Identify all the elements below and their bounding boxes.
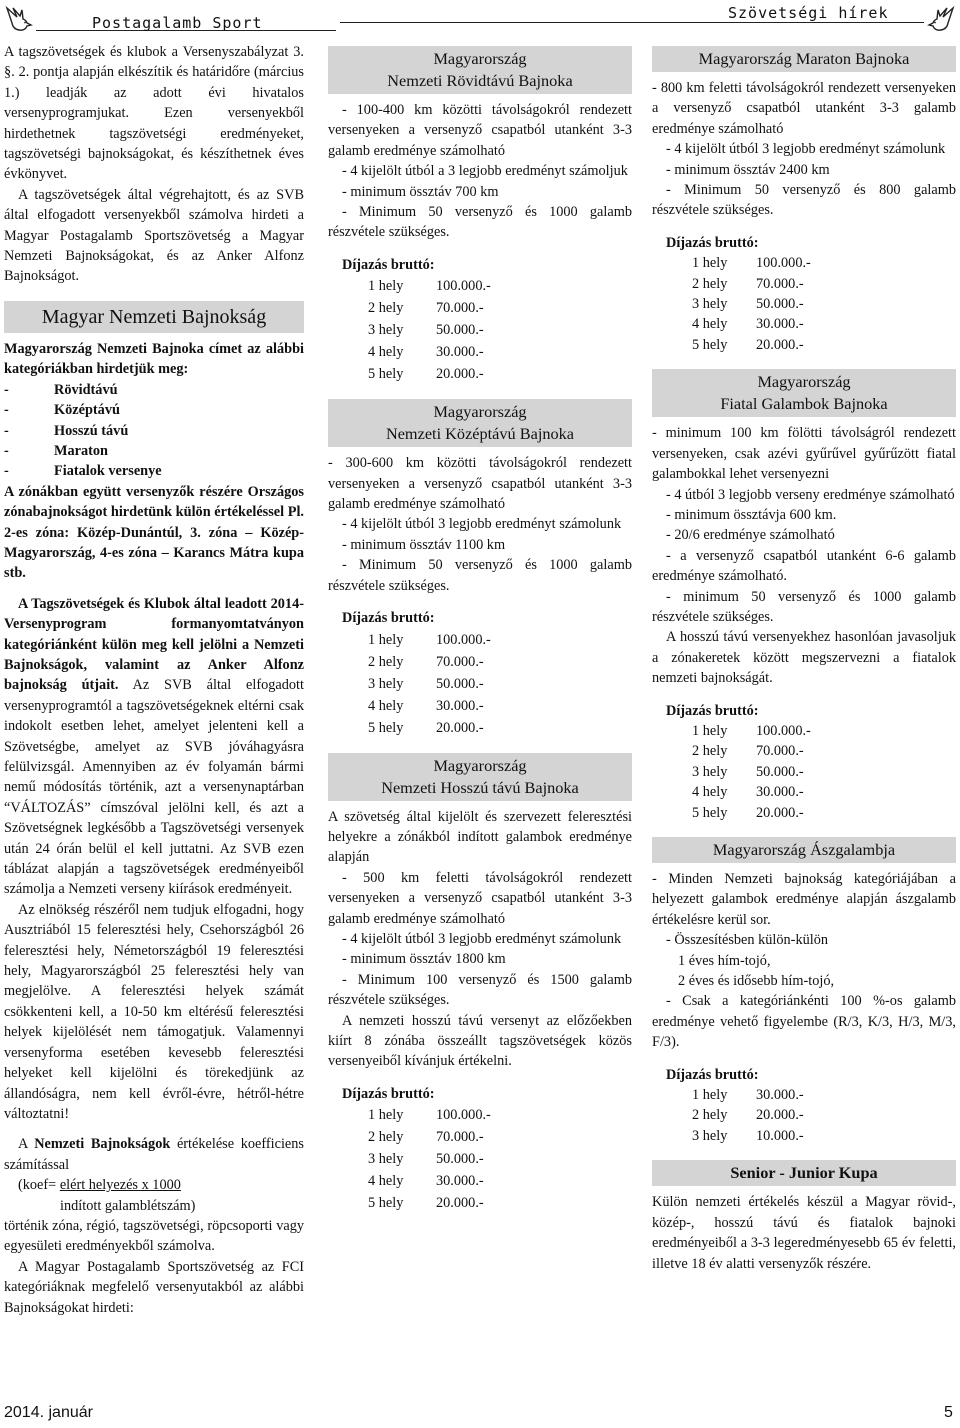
paragraph: - minimum össztáv 700 km (342, 183, 499, 200)
prize-row: 1 hely 30.000.- (692, 1087, 804, 1104)
paragraph: A nemzeti hosszú távú versenyt az előzőekben kiírt 8 zónába összeállt tagszövetségek közös versenyeiből kívánjuk értékelni. (328, 1012, 632, 1070)
prize-row: 4 hely 30.000.- (692, 316, 804, 333)
prize-list (328, 629, 632, 739)
paragraph: - minimum össztáv 1800 km (342, 951, 506, 968)
prize-row: 5 hely 20.000.- (692, 804, 804, 821)
formula: (koef= elért helyezés x 1000 (18, 1177, 181, 1194)
prize-row: 1 hely 100.000.- (368, 278, 491, 295)
header-left-title: Postagalamb Sport (92, 14, 263, 32)
paragraph: - 4 útból 3 legjobb verseny eredménye számolható (666, 486, 955, 503)
prize-label: Díjazás bruttó: (342, 610, 435, 627)
paragraph: Külön nemzeti értékelés készül a Magyar rövid-, közép-, hosszú távú és fiatalok bajnoki eredményeiből a 3-3 legeredményesebb 65 év feletti, illetve 18 év alatti versenyzők részére. (652, 1194, 956, 1272)
column-1 (4, 42, 304, 1318)
paragraph: - 4 kijelölt útból 3 legjobb eredményt számolunk (342, 930, 622, 947)
prize-label: Díjazás bruttó: (342, 1085, 435, 1102)
prize-label: Díjazás bruttó: (666, 234, 759, 251)
page-number: 5 (944, 1404, 953, 1421)
prize-row: 4 hely 30.000.- (368, 697, 484, 714)
prize-label: Díjazás bruttó: (342, 256, 435, 273)
paragraph: - minimum 100 km fölötti távolságról rendezett versenyeken, csak azévi gyűrűvel gyűrűzött fiatal galambokkal lehet versenyezni (652, 425, 956, 483)
paragraph: - 800 km feletti távolságokról rendezett versenyeken a versenyző csapatból utanként 3-3 galamb eredménye számolható (652, 80, 956, 137)
paragraph: A hosszú távú versenyekhez hasonlóan javasoljuk a zónakeretek között megszervezni a fiatalok nemzeti bajnokságát. (652, 629, 956, 687)
prize-row: 4 hely 30.000.- (692, 784, 804, 801)
list-item: - Fiatalok versenye (4, 463, 162, 480)
prize-row: 5 hely 20.000.- (368, 719, 484, 736)
page-header (0, 0, 960, 40)
prize-label: Díjazás bruttó: (666, 1066, 759, 1083)
prize-row: 2 hely 70.000.- (368, 653, 484, 670)
pigeon-logo-icon (4, 4, 34, 34)
paragraph: - minimum össztávja 600 km. (666, 506, 837, 523)
prize-row: 1 hely 100.000.- (692, 255, 811, 272)
prize-row: 2 hely 70.000.- (368, 1129, 484, 1146)
prize-row: 2 hely 20.000.- (692, 1107, 804, 1124)
zone-text: A zónákban együtt versenyzők részére Országos zónabajnokságot hirdetünk külön értékeléssel Pl. 2-es zóna: Közép-Dunántúl, 3. zóna – Közép-Magyarország, 4-es zóna – Karancs Mátra kupa stb. (4, 483, 304, 582)
prize-list (652, 253, 956, 355)
paragraph: - Minimum 50 versenyző és 1000 galamb részvétele szükséges. (328, 557, 632, 594)
paragraph: - 20/6 eredménye számolható (666, 527, 835, 544)
section-title: Magyarország Fiatal Galambok Bajnoka (652, 369, 956, 417)
pigeon-logo-icon (926, 4, 956, 34)
prize-row: 2 hely 70.000.- (692, 275, 804, 292)
prize-row: 3 hely 50.000.- (692, 763, 804, 780)
paragraph: A tagszövetségek által végrehajtott, és az SVB által elfogadott versenyekből számolva hirdeti a Magyar Postagalamb Sportszövetség a Magyar Nemzeti Bajnokságokat, és az Anker Alfonz Bajnokságot. (4, 186, 304, 285)
paragraph: A Nemzeti Bajnokságok értékelése koefficiens számítással (4, 1136, 304, 1173)
prize-row: 3 hely 50.000.- (368, 322, 484, 339)
column-3 (652, 42, 956, 1274)
intro-text: Magyarország Nemzeti Bajnoka címet az alábbi kategóriákban hirdetjük meg: (4, 340, 304, 378)
paragraph: - 4 kijelölt útból 3 legjobb eredményt számolunk (342, 516, 622, 533)
section-title: Magyarország Nemzeti Rövidtávú Bajnoka (328, 46, 632, 94)
prize-row: 3 hely 50.000.- (368, 1151, 484, 1168)
section-title: Magyarország Nemzeti Hosszú távú Bajnoka (328, 753, 632, 801)
paragraph: - 500 km feletti távolságokról rendezett versenyeken a versenyző csapatból utanként 3-3 galamb eredménye számolható (328, 869, 632, 927)
list-item: - Maraton (4, 442, 108, 459)
paragraph: - Csak a kategóriánkénti 100 %-os galamb eredménye vehető figyelembe (R/3, K/3, H/3, M/3, F/3). (652, 993, 956, 1051)
section-title: Magyarország Maraton Bajnoka (652, 46, 956, 72)
formula-denominator: indított galamblétszám) (60, 1197, 196, 1214)
prize-list (328, 1104, 632, 1214)
prize-row: 2 hely 70.000.- (368, 300, 484, 317)
prize-row: 3 hely 50.000.- (692, 296, 804, 313)
prize-row: 5 hely 20.000.- (692, 336, 804, 353)
paragraph: Az elnökség részéről nem tudjuk elfogadni, hogy Ausztriából 15 feleresztési hely, Csehországból 26 feleresztési hely, Németországból 19 feleresztési hely, Magyarországból 25 feleresztési hely van megjelölve. A feleresztési helyek számát csökkenteni kell, a 10-50 km eltérésű feleresztési helyek kijelölését nem támogatjuk. Valamennyi versenyforma esetében kevesebb feleresztési helyeket kell kijelölni és törekedjünk az állandóságra, nem kell évről-évre, hétről-hétre változtatni! (4, 901, 304, 1122)
section-title: Magyarország Ászgalambja (652, 837, 956, 863)
column-2 (328, 42, 632, 1214)
paragraph: - minimum 50 versenyző és 1000 galamb részvétele szükséges. (652, 588, 956, 625)
paragraph: történik zóna, régió, tagszövetségi, röpcsoporti vagy egyesületi eredményekből számolva. (4, 1217, 304, 1255)
paragraph: - Minimum 100 versenyző és 1500 galamb részvétele szükséges. (328, 971, 632, 1009)
list-item: - Rövidtávú (4, 381, 118, 398)
paragraph: - 300-600 km közötti távolságokról rendezett versenyeken a versenyző csapatból utanként 3-3 galamb eredménye számolható (328, 455, 632, 513)
prize-list (652, 1085, 956, 1146)
prize-row: 3 hely 50.000.- (368, 675, 484, 692)
header-rule-right (340, 22, 924, 23)
paragraph: - a versenyző csapatból utanként 6-6 galamb eredménye számolható. (652, 547, 956, 585)
paragraph: - Minimum 50 versenyző és 1000 galamb részvétele szükséges. (328, 204, 632, 241)
prize-row: 2 hely 70.000.- (692, 743, 804, 760)
paragraph: - Összesítésben külön-külön (666, 932, 829, 949)
paragraph: 1 éves hím-tojó, (678, 952, 771, 969)
prize-row: 5 hely 20.000.- (368, 1195, 484, 1212)
paragraph: A tagszövetségek és klubok a Versenyszabályzat 3. §. 2. pontja alapján elkészítik és határidőre (március 1.) leadják az adott évi hivatalos versenyprogramjukat. Ezen versenyekből hirdethetnek tagszövetségi eredményeket, tagszövetségi bajnokságokat, és készíthetnek éves évkönyvet. (4, 44, 304, 183)
prize-row: 3 hely 10.000.- (692, 1127, 804, 1144)
section-title: Senior - Junior Kupa (652, 1160, 956, 1186)
paragraph: - Minimum 50 versenyző és 800 galamb részvétele szükséges. (652, 182, 956, 219)
prize-row: 5 hely 20.000.- (368, 366, 484, 383)
prize-row: 1 hely 100.000.- (692, 722, 811, 739)
paragraph: - minimum össztáv 1100 km (342, 536, 506, 553)
list-item: - Hosszú távú (4, 422, 129, 439)
paragraph: A Tagszövetségek és Klubok által leadott 2014-Versenyprogram formanyomtatványon kategóriánként külön meg kell jelölni a Nemzeti Bajnokságok, valamint az Anker Alfonz bajnokság útjait. Az SVB által elfogadott versenyprogramtól a tagszövetségeknek eltérni csak indokolt esetben lehet, amelyet jelenteni kell a Szövetségbe, amelyet az SVB jóváhagyásra felülvizsgál. Amennyiben az év folyamán bármi nemű módosítás történik, azt a versenynaptárban “VÁLTOZÁS” címszóval jelölni kell, és azt a Szövetségnek legkésőbb a Tagszövetségi versenyek után 24 órán belül el kell juttatni. Az SVB ezen táblázat alapján a tagszövetségek eredményeiből számolja a Nemzeti verseny kiírások eredményeit. (4, 595, 305, 898)
category-list (4, 380, 304, 482)
prize-row: 4 hely 30.000.- (368, 1173, 484, 1190)
header-right-title: Szövetségi hírek (728, 4, 889, 22)
prize-label: Díjazás bruttó: (666, 702, 759, 719)
prize-row: 1 hely 100.000.- (368, 631, 491, 648)
paragraph: A Magyar Postagalamb Sportszövetség az FCI kategóriáknak megfelelő versenyutakból az alábbi Bajnokságokat hirdeti: (4, 1258, 304, 1316)
paragraph: - 4 kijelölt útból a 3 legjobb eredményt számoljuk (342, 163, 628, 180)
paragraph: - 100-400 km közötti távolságokról rendezett versenyeken a versenyző csapatból utanként 3-3 galamb eredménye számolható (328, 102, 632, 159)
prize-row: 1 hely 100.000.- (368, 1107, 491, 1124)
paragraph: A szövetség által kijelölt és szervezett feleresztési helyekre a zónákból indított galambok eredménye alapján (328, 808, 632, 866)
list-item: - Középtávú (4, 402, 120, 419)
prize-list (652, 721, 956, 823)
prize-list (328, 275, 632, 385)
prize-row: 4 hely 30.000.- (368, 344, 484, 361)
paragraph: - Minden Nemzeti bajnokság kategóriájában a helyezett galambok eredménye alapján ászgalamb értékelésre kerül sor. (652, 871, 956, 928)
section-title: Magyarország Nemzeti Középtávú Bajnoka (328, 399, 632, 447)
paragraph: - minimum össztáv 2400 km (666, 161, 830, 178)
footer-date: 2014. január (4, 1404, 93, 1421)
paragraph: 2 éves és idősebb hím-tojó, (678, 973, 835, 990)
section-title: Magyar Nemzeti Bajnokság (4, 301, 304, 333)
paragraph: - 4 kijelölt útból 3 legjobb eredményt számolunk (666, 141, 946, 158)
